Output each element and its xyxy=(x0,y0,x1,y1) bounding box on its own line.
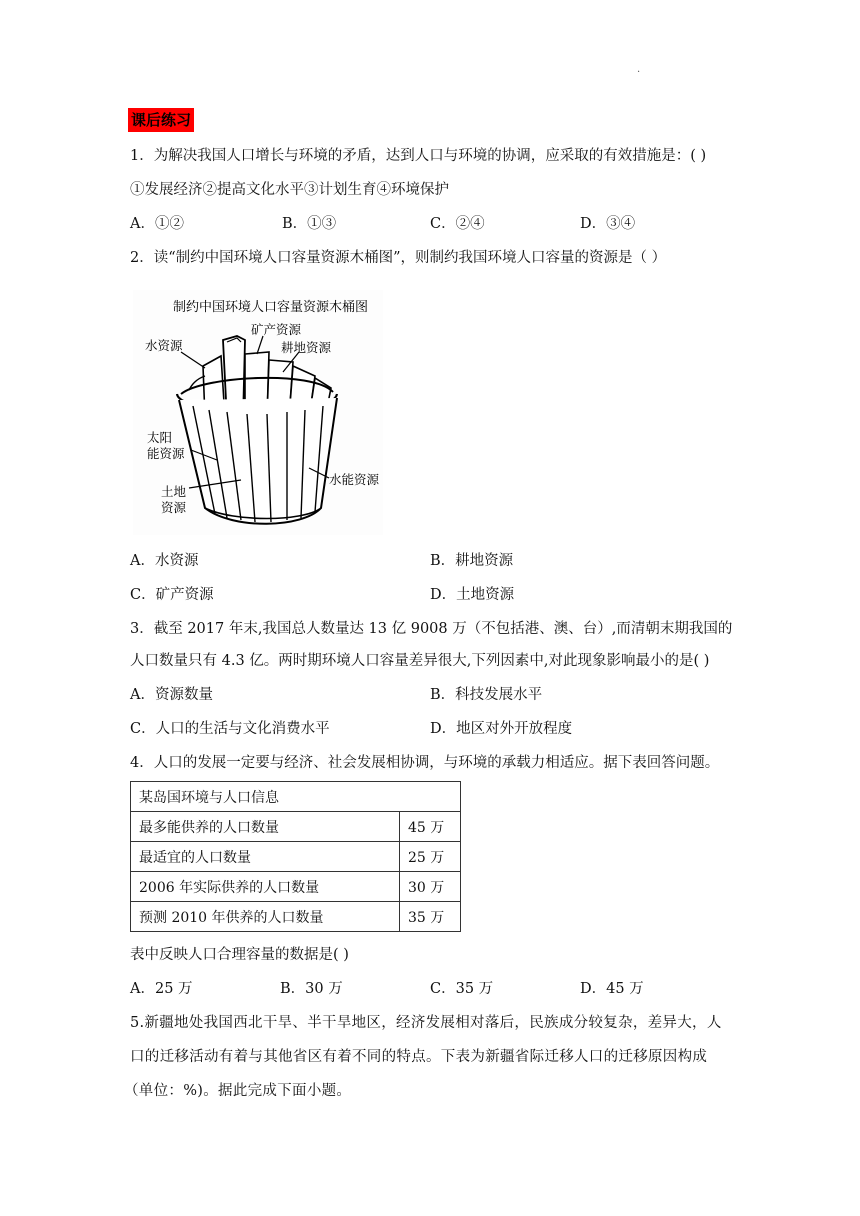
q2-stem: 2．读“制约中国环境人口容量资源木桶图”，则制约我国环境人口容量的资源是（ ） xyxy=(130,250,667,266)
row-value: 25 万 xyxy=(400,842,461,872)
q2-option-d[interactable]: D．土地资源 xyxy=(430,587,515,603)
figure-title: 制约中国环境人口容量资源木桶图 xyxy=(173,300,369,315)
label-solar-line2: 能资源 xyxy=(147,446,185,461)
q3-stem-line1: 3．截至 2017 年末,我国总人数量达 13 亿 9008 万（不包括港、澳、台）,而清朝末期我国的 xyxy=(130,621,733,637)
q2-option-b[interactable]: B．耕地资源 xyxy=(430,553,514,569)
q1-stem: 1．为解决我国人口增长与环境的矛盾，达到人口与环境的协调，应采取的有效措施是：( ) xyxy=(130,148,707,164)
q5-stem-line3: （单位：%)。据此完成下面小题。 xyxy=(124,1083,352,1099)
q1-option-d[interactable]: D．③④ xyxy=(580,216,636,232)
row-label: 预测 2010 年供养的人口数量 xyxy=(131,902,400,932)
label-land-line2: 资源 xyxy=(161,500,187,515)
q1-option-b[interactable]: B．①③ xyxy=(282,216,337,232)
row-label: 2006 年实际供养的人口数量 xyxy=(131,872,400,902)
row-label: 最多能供养的人口数量 xyxy=(131,812,400,842)
q3-option-c[interactable]: C．人口的生活与文化消费水平 xyxy=(130,721,330,737)
q5-stem-line2: 口的迁移活动有着与其他省区有着不同的特点。下表为新疆省际迁移人口的迁移原因构成 xyxy=(130,1049,708,1065)
table-row xyxy=(131,902,461,932)
section-title: 课后练习 xyxy=(128,108,194,132)
q2-option-a[interactable]: A．水资源 xyxy=(130,553,199,569)
q4-option-c[interactable]: C．35 万 xyxy=(430,981,494,997)
q4-option-d[interactable]: D．45 万 xyxy=(580,981,644,997)
q3-option-b[interactable]: B．科技发展水平 xyxy=(430,687,543,703)
table-header: 某岛国环境与人口信息 xyxy=(131,782,461,812)
q2-option-c[interactable]: C．矿产资源 xyxy=(130,587,214,603)
q3-option-a[interactable]: A．资源数量 xyxy=(130,687,213,703)
row-value: 35 万 xyxy=(400,902,461,932)
label-water-resources: 水资源 xyxy=(145,338,183,353)
q4-option-a[interactable]: A．25 万 xyxy=(130,981,193,997)
q3-option-d[interactable]: D．地区对外开放程度 xyxy=(430,721,573,737)
table-row xyxy=(131,842,461,872)
row-value: 30 万 xyxy=(400,872,461,902)
q1-option-a[interactable]: A．①② xyxy=(130,216,184,232)
q4-option-b[interactable]: B．30 万 xyxy=(280,981,343,997)
q1-statements: ①发展经济②提高文化水平③计划生育④环境保护 xyxy=(130,182,449,198)
population-info-table xyxy=(130,781,461,932)
table-header-row xyxy=(131,782,461,812)
label-solar-line1: 太阳 xyxy=(147,430,173,445)
q4-question: 表中反映人口合理容量的数据是( ) xyxy=(130,947,349,963)
q1-option-c[interactable]: C．②④ xyxy=(430,216,485,232)
q4-stem: 4．人口的发展一定要与经济、社会发展相协调，与环境的承载力相适应。据下表回答问题。 xyxy=(130,755,720,771)
barrel-figure xyxy=(133,290,383,535)
row-label: 最适宜的人口数量 xyxy=(131,842,400,872)
label-hydropower-resources: 水能资源 xyxy=(329,472,380,487)
row-value: 45 万 xyxy=(400,812,461,842)
q5-stem-line1: 5.新疆地处我国西北干旱、半干旱地区，经济发展相对落后，民族成分较复杂，差异大，人 xyxy=(130,1015,722,1031)
label-farmland-resources: 耕地资源 xyxy=(281,340,332,355)
page-marker: . xyxy=(637,64,641,75)
q3-stem-line2: 人口数量只有 4.3 亿。两时期环境人口容量差异很大,下列因素中,对此现象影响最小的是( ) xyxy=(130,653,710,669)
label-mineral-resources: 矿产资源 xyxy=(251,322,302,337)
label-land-line1: 土地 xyxy=(161,484,187,499)
table-row xyxy=(131,872,461,902)
table-row xyxy=(131,812,461,842)
